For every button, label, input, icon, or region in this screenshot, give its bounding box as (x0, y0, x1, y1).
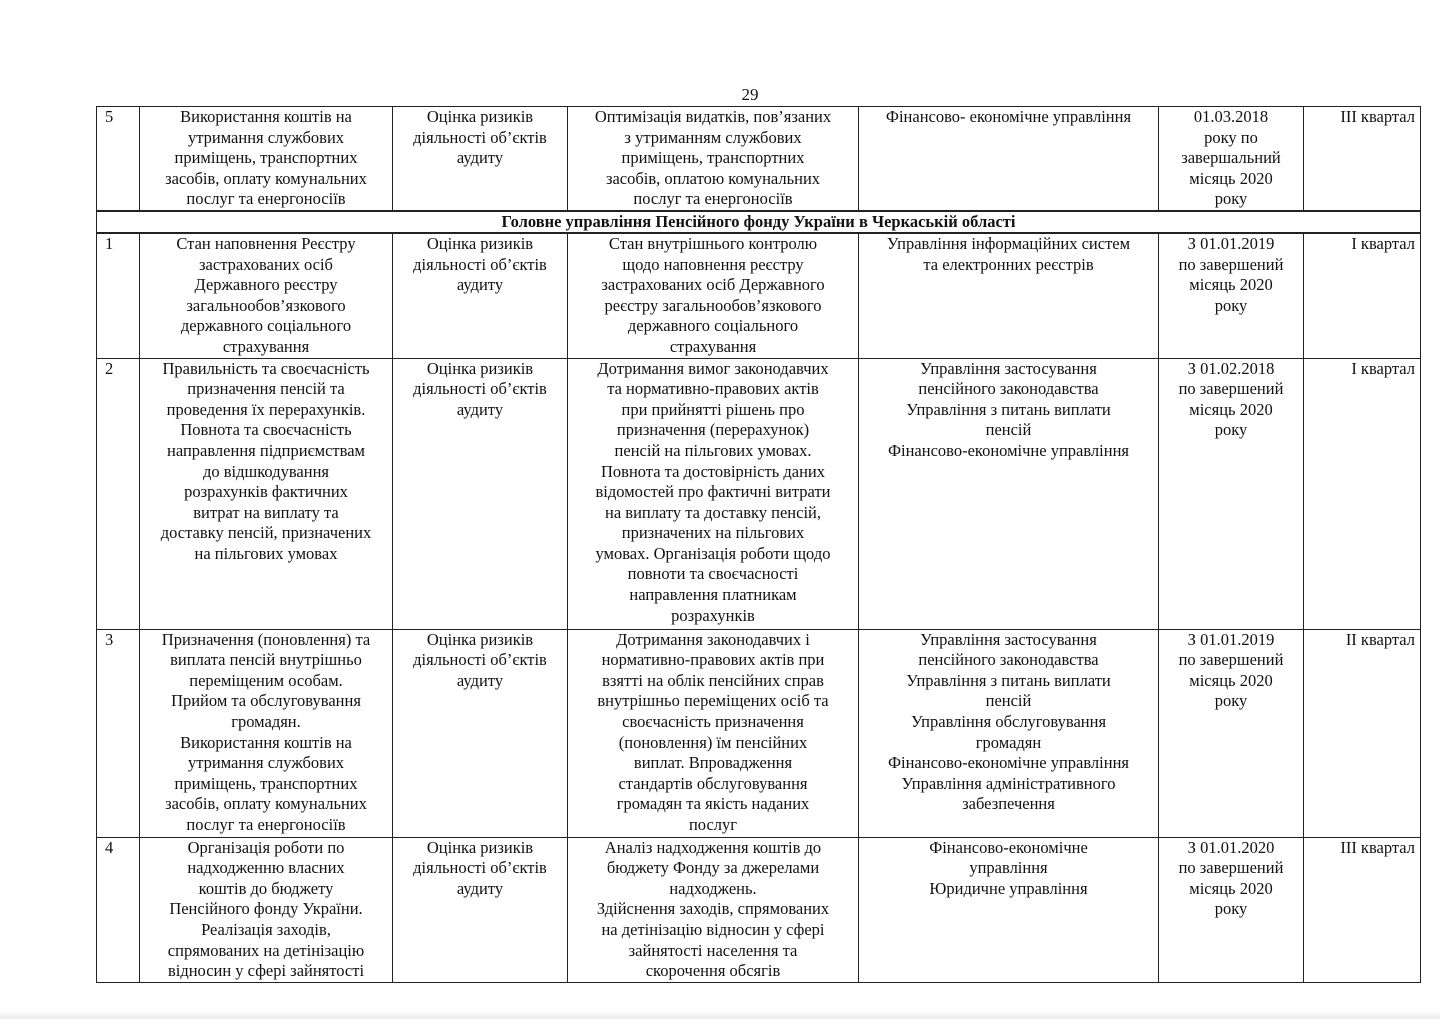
audit-quarter: III квартал (1304, 107, 1421, 211)
table-row (97, 358, 1421, 629)
responsible-unit: Управління застосування пенсійного законодавства Управління з питань виплати пенсій Управління обслуговування громадян Фінансово-економічне управління Управління адміністративного забезпечення (859, 629, 1159, 837)
audit-quarter: І квартал (1304, 358, 1421, 629)
audit-type: Оцінка ризиків діяльності об’єктів аудиту (393, 358, 568, 629)
audit-subject: Призначення (поновлення) та виплата пенсій внутрішньо переміщеним особам. Прийом та обслуговування громадян. Використання коштів на утримання службових приміщень, транспортних засобів, оплату комунальних послуг та енергоносіїв (140, 629, 393, 837)
audit-period: З 01.01.2019 по завершений місяць 2020 року (1159, 629, 1304, 837)
responsible-unit: Фінансово- економічне управління (859, 107, 1159, 211)
audit-subject: Правильність та своєчасність призначення пенсій та проведення їх перерахунків. Повнота та своєчасність направлення підприємствам до відшкодування розрахунків фактичних витрат на виплату та доставку пенсій, призначених на пільгових умовах (140, 358, 393, 629)
section-header-row (97, 211, 1421, 233)
audit-type: Оцінка ризиків діяльності об’єктів аудиту (393, 629, 568, 837)
row-number: 2 (97, 358, 140, 629)
row-number: 1 (97, 233, 140, 358)
audit-quarter: І квартал (1304, 233, 1421, 358)
table-row (97, 107, 1421, 211)
scan-bottom-edge (0, 1010, 1440, 1019)
audit-type: Оцінка ризиків діяльності об’єктів аудиту (393, 107, 568, 211)
table-row (97, 629, 1421, 837)
page-number: 29 (741, 85, 759, 104)
row-number: 4 (97, 837, 140, 982)
audit-goal: Дотримання законодавчих і нормативно-правових актів при взятті на облік пенсійних справ внутрішньо переміщених осіб та своєчасність призначення (поновлення) їм пенсійних виплат. Впровадження стандартів обслуговування громадян та якість наданих послуг (568, 629, 859, 837)
audit-quarter: ІІІ квартал (1304, 837, 1421, 982)
audit-goal: Дотримання вимог законодавчих та нормативно-правових актів при прийнятті рішень про призначення (перерахунок) пенсій на пільгових умовах. Повнота та достовірність даних відомостей про фактичні витрати на виплату та доставку пенсій, призначених на пільгових умовах. Організація роботи щодо повноти та своєчасності направлення платникам розрахунків (568, 358, 859, 629)
audit-subject: Стан наповнення Реєстру застрахованих осіб Державного реєстру загальнообов’язкового державного соціального страхування (140, 233, 393, 358)
audit-period: З 01.01.2020 по завершений місяць 2020 року (1159, 837, 1304, 982)
audit-type: Оцінка ризиків діяльності об’єктів аудиту (393, 233, 568, 358)
audit-quarter: ІІ квартал (1304, 629, 1421, 837)
section-title: Головне управління Пенсійного фонду України в Черкаській області (97, 211, 1421, 233)
table-row (97, 233, 1421, 358)
responsible-unit: Управління інформаційних систем та електронних реєстрів (859, 233, 1159, 358)
audit-goal: Аналіз надходження коштів до бюджету Фонду за джерелами надходжень. Здійснення заходів, спрямованих на детінізацію відносин у сфері зайнятості населення та скорочення обсягів (568, 837, 859, 982)
audit-goal: Оптимізація видатків, пов’язаних з утриманням службових приміщень, транспортних засобів, оплатою комунальних послуг та енергоносіїв (568, 107, 859, 211)
audit-goal: Стан внутрішнього контролю щодо наповнення реєстру застрахованих осіб Державного реєстру загальнообов’язкового державного соціального страхування (568, 233, 859, 358)
audit-period: 01.03.2018 року по завершальний місяць 2020 року (1159, 107, 1304, 211)
audit-plan-table (96, 106, 1421, 983)
responsible-unit: Управління застосування пенсійного законодавства Управління з питань виплати пенсій Фінансово-економічне управління (859, 358, 1159, 629)
row-number: 3 (97, 629, 140, 837)
audit-period: З 01.02.2018 по завершений місяць 2020 року (1159, 358, 1304, 629)
audit-type: Оцінка ризиків діяльності об’єктів аудиту (393, 837, 568, 982)
row-number: 5 (97, 107, 140, 211)
table-row (97, 837, 1421, 982)
audit-subject: Організація роботи по надходженню власних коштів до бюджету Пенсійного фонду України. Реалізація заходів, спрямованих на детінізацію відносин у сфері зайнятості (140, 837, 393, 982)
audit-subject: Використання коштів на утримання службових приміщень, транспортних засобів, оплату комунальних послуг та енергоносіїв (140, 107, 393, 211)
audit-period: З 01.01.2019 по завершений місяць 2020 року (1159, 233, 1304, 358)
responsible-unit: Фінансово-економічне управління Юридичне управління (859, 837, 1159, 982)
